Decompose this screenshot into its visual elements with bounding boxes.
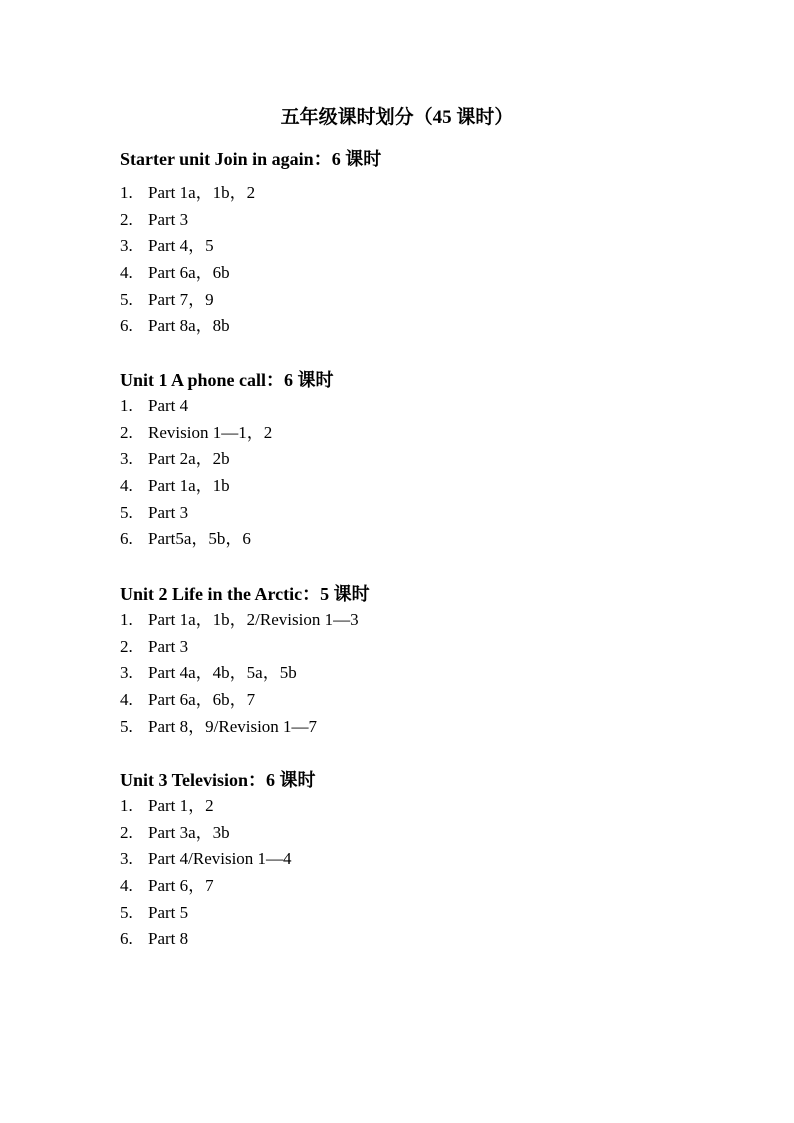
- item-number: 4.: [120, 476, 133, 496]
- item-text: Part 1a，1b: [148, 476, 230, 496]
- item-text: Part 4a，4b，5a，5b: [148, 663, 297, 683]
- section-heading: Unit 3 Television：6 课时: [120, 770, 316, 790]
- item-number: 5.: [120, 902, 133, 922]
- list-item: [120, 180, 680, 207]
- item-number: 6.: [120, 529, 133, 549]
- item-text: Part 5: [148, 902, 189, 922]
- item-number: 3.: [120, 449, 133, 469]
- section-starter-unit: [120, 146, 680, 340]
- item-number: 6.: [120, 929, 133, 949]
- item-text: Part 4: [148, 396, 189, 415]
- list-item: [120, 500, 680, 527]
- item-text: Part 8a，8b: [148, 316, 230, 336]
- list-item: [120, 313, 680, 340]
- list-item: [120, 526, 680, 553]
- item-text: Part 1a，1b，2/Revision 1—3: [148, 610, 359, 629]
- list-item: [120, 714, 680, 741]
- item-text: Part 7，9: [148, 289, 214, 309]
- list-item: [120, 900, 680, 927]
- item-number: 2.: [120, 822, 133, 842]
- list-item: [120, 660, 680, 687]
- lesson-list: [120, 180, 680, 340]
- list-item: [120, 287, 680, 314]
- item-number: 3.: [120, 236, 133, 256]
- list-item: [120, 793, 680, 820]
- lesson-list: [120, 393, 680, 553]
- item-text: Part 8，9/Revision 1—7: [148, 716, 318, 736]
- item-text: Part 6a，6b: [148, 263, 230, 283]
- item-number: 4.: [120, 263, 133, 283]
- item-number: 5.: [120, 289, 133, 309]
- section-unit-1: [120, 367, 680, 553]
- section-heading: Starter unit Join in again：6 课时: [120, 149, 382, 169]
- item-text: Part 3a，3b: [148, 822, 230, 842]
- section-heading: Unit 2 Life in the Arctic：5 课时: [120, 584, 370, 604]
- item-number: 1.: [120, 610, 133, 629]
- list-item: [120, 873, 680, 900]
- item-text: Part 3: [148, 209, 189, 229]
- lesson-list: [120, 607, 680, 740]
- list-item: [120, 233, 680, 260]
- item-text: Part 3: [148, 636, 189, 656]
- item-number: 2.: [120, 636, 133, 656]
- document-title: 五年级课时划分（45 课时）: [280, 107, 514, 128]
- item-number: 4.: [120, 690, 133, 710]
- section-unit-2: [120, 581, 680, 740]
- item-text: Revision 1—1，2: [148, 422, 273, 442]
- item-text: Part5a，5b，6: [148, 529, 251, 549]
- item-text: Part 3: [148, 502, 189, 522]
- item-text: Part 6，7: [148, 876, 214, 896]
- list-item: [120, 420, 680, 447]
- item-text: Part 1a，1b，2: [148, 183, 256, 202]
- item-text: Part 6a，6b，7: [148, 690, 256, 710]
- item-number: 5.: [120, 502, 133, 522]
- list-item: [120, 846, 680, 873]
- list-item: [120, 473, 680, 500]
- item-text: Part 4/Revision 1—4: [148, 849, 292, 869]
- item-number: 4.: [120, 876, 133, 896]
- list-item: [120, 393, 680, 420]
- item-number: 1.: [120, 796, 133, 815]
- item-number: 3.: [120, 849, 133, 869]
- list-item: [120, 260, 680, 287]
- item-number: 1.: [120, 183, 133, 202]
- section-heading: Unit 1 A phone call：6 课时: [120, 370, 334, 390]
- list-item: [120, 607, 680, 634]
- item-number: 6.: [120, 316, 133, 336]
- item-text: Part 4，5: [148, 236, 214, 256]
- list-item: [120, 207, 680, 234]
- lesson-list: [120, 793, 680, 953]
- item-text: Part 8: [148, 929, 189, 949]
- list-item: [120, 926, 680, 953]
- list-item: [120, 634, 680, 661]
- item-number: 2.: [120, 209, 133, 229]
- list-item: [120, 820, 680, 847]
- section-unit-3: [120, 767, 680, 953]
- list-item: [120, 687, 680, 714]
- item-text: Part 2a，2b: [148, 449, 230, 469]
- item-text: Part 1，2: [148, 796, 214, 815]
- item-number: 2.: [120, 422, 133, 442]
- item-number: 5.: [120, 716, 133, 736]
- item-number: 1.: [120, 396, 133, 415]
- list-item: [120, 446, 680, 473]
- item-number: 3.: [120, 663, 133, 683]
